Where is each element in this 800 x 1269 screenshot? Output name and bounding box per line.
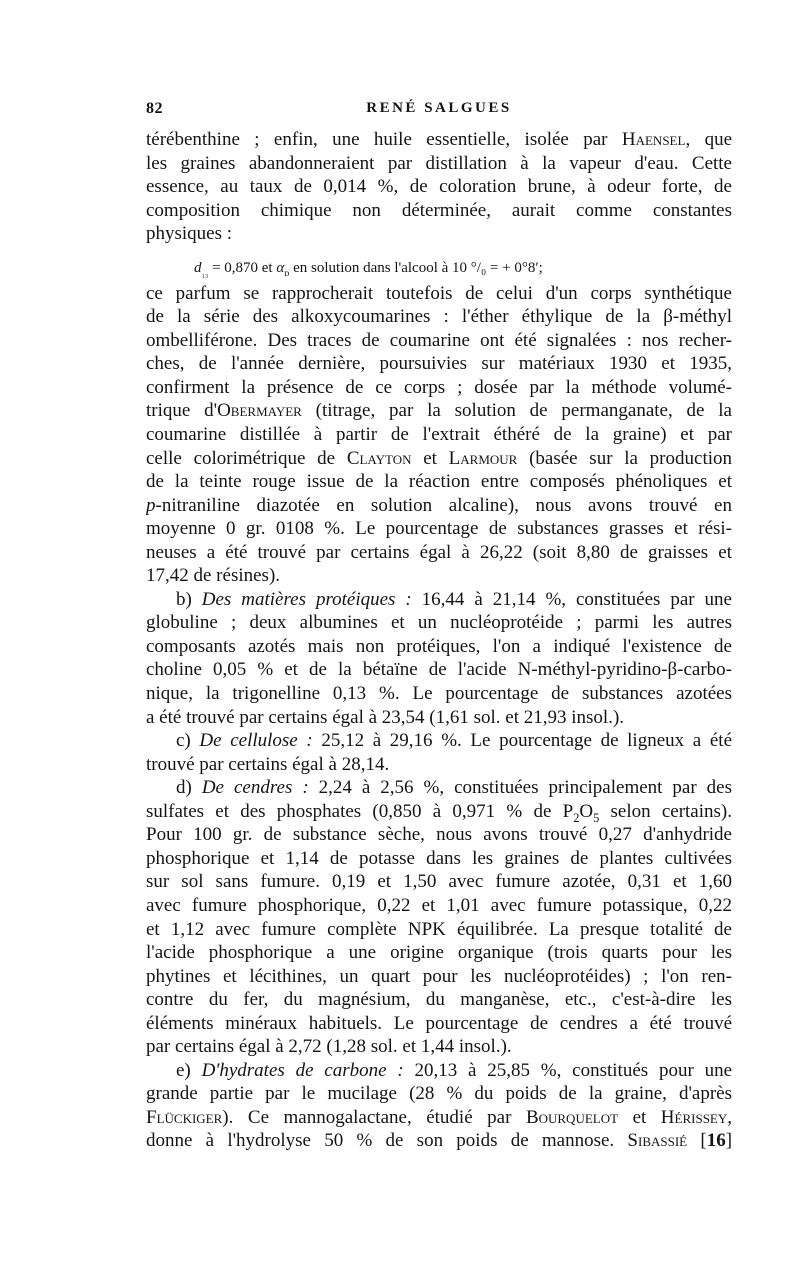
text-segment: ce parfum se rapprocherait toutefois de celui d'un corps synthétique: [146, 282, 732, 304]
text-line: [146, 222, 732, 246]
text-segment: essence, au taux de 0,014 %, de coloration brune, à odeur forte, de: [146, 176, 732, 198]
text-segment: 2: [573, 810, 580, 824]
text-segment: 25,12 à 29,16 %. Le pourcentage de ligneux a été: [312, 730, 732, 752]
text-line: [146, 399, 732, 423]
text-segment: sur sol sans fumure. 0,19 et 1,50 avec fumure azotée, 0,31 et 1,60: [146, 871, 732, 893]
text-line: [146, 1035, 732, 1059]
text-segment: d): [176, 777, 202, 799]
text-segment: ches, de l'année dernière, poursuivies sur matériaux 1930 et 1935,: [146, 353, 732, 375]
text-segment: ᴅ: [284, 267, 290, 279]
text-segment: l'acide phosphorique a une origine organique (trois quarts pour les: [146, 942, 732, 964]
text-segment: de la teinte rouge issue de la réaction entre composés phénoliques et: [146, 471, 732, 493]
text-line: [146, 376, 732, 400]
text-segment: et 1,12 avec fumure complète NPK équilibrée. La presque totalité de: [146, 918, 732, 940]
text-segment: phosphorique et 1,14 de potasse dans les graines de plantes cultivées: [146, 847, 732, 869]
text-segment: celle colorimétrique de: [146, 447, 347, 469]
author-name: Bourquelot: [525, 1106, 619, 1128]
text-line: [146, 199, 732, 223]
text-line: [146, 729, 732, 753]
text-line: [146, 823, 732, 847]
author-name: Obermayer: [217, 400, 302, 422]
text-segment: 20,13 à 25,85 %, constitués pour une: [403, 1059, 732, 1081]
text-segment: nique, la trigonelline 0,13 %. Le pourcentage de substances azotées: [146, 683, 732, 705]
text-line: [146, 1082, 732, 1106]
text-segment: Pour 100 gr. de substance sèche, nous avons trouvé 0,27 d'anhydride: [146, 824, 732, 846]
text-segment: 17,42 de résines).: [146, 565, 281, 587]
text-segment: les graines abandonneraient par distillation à la vapeur d'eau. Cette: [146, 152, 732, 174]
text-line: [146, 282, 732, 306]
text-segment: O: [579, 800, 594, 822]
text-segment: neuses a été trouvé par certains égal à 26,22 (soit 8,80 de graisses et: [146, 541, 732, 563]
text-line: [146, 706, 732, 730]
running-head: RENÉ SALGUES: [366, 100, 512, 116]
italic-text: D'hydrates de carbone :: [201, 1059, 404, 1081]
author-name: Hérissey: [660, 1106, 728, 1128]
text-segment: sulfates et des phosphates (0,850 à 0,971 % de P: [146, 800, 574, 822]
text-segment: -nitraniline diazotée en solution alcaline), nous avons trouvé en: [155, 494, 732, 516]
text-segment: 5: [593, 810, 600, 824]
text-line: [146, 918, 732, 942]
text-segment: composition chimique non déterminée, aurait comme constantes: [146, 199, 732, 221]
text-line: [146, 1129, 732, 1153]
text-line: [146, 682, 732, 706]
text-segment: (titrage, par la solution de permanganate, de la: [301, 400, 732, 422]
text-segment: e): [176, 1059, 202, 1081]
text-segment: , que: [685, 129, 732, 150]
text-segment: phytines et lécithines, un quart pour les nucléoprotéides) ; l'on ren-: [146, 965, 732, 987]
italic-text: De cellulose :: [199, 730, 313, 752]
text-line: [146, 611, 732, 635]
text-segment: par certains égal à 2,72 (1,28 sol. et 1,44 insol.).: [146, 1036, 512, 1058]
text-segment: trique d': [146, 400, 218, 422]
text-segment: physiques :: [146, 223, 233, 245]
italic-text: De cendres :: [201, 777, 309, 799]
text-line: [146, 494, 732, 518]
text-segment: de la série des alkoxycoumarines : l'éther éthylique de la β-méthyl: [146, 306, 732, 328]
body-text: [146, 128, 732, 1153]
author-name: Larmour: [448, 447, 518, 469]
text-line: [146, 305, 732, 329]
text-segment: ₁₃: [201, 267, 209, 279]
text-line: [146, 564, 732, 588]
text-segment: éléments minéraux habituels. Le pourcentage de cendres a été trouvé: [146, 1012, 732, 1034]
text-segment: globuline ; deux albumines et un nucléoprotéide ; parmi les autres: [146, 612, 732, 634]
text-segment: grande partie par le mucilage (28 % du poids de la graine, d'après: [146, 1083, 732, 1105]
text-segment: a été trouvé par certains égal à 23,54 (1,61 sol. et 21,93 insol.).: [146, 706, 625, 728]
author-name: Flückiger: [146, 1106, 223, 1128]
text-segment: donne à l'hydrolyse 50 % de son poids de mannose.: [146, 1130, 628, 1152]
page-number: 82: [146, 100, 163, 117]
text-segment: (basée sur la production: [517, 447, 732, 469]
formula-line: [146, 246, 732, 282]
text-line: [146, 800, 732, 824]
text-line: [146, 517, 732, 541]
text-segment: 16,44 à 21,14 %, constituées par une: [411, 588, 732, 610]
text-segment: ). Ce mannogalactane, étudié par: [222, 1106, 526, 1128]
text-segment: trouvé par certains égal à 28,14.: [146, 753, 390, 775]
text-line: [146, 352, 732, 376]
author-name: Haensel: [621, 129, 686, 150]
text-segment: avec fumure phosphorique, 0,22 et 1,01 avec fumure potassique, 0,22: [146, 894, 732, 916]
text-segment: 2,24 à 2,56 %, constituées principalement par des: [308, 777, 732, 799]
text-segment: et: [618, 1106, 661, 1128]
text-line: [146, 152, 732, 176]
text-line: [146, 128, 732, 152]
text-segment: 16: [706, 1130, 726, 1152]
text-segment: contre du fer, du magnésium, du manganèse, etc., c'est-à-dire les: [146, 989, 732, 1011]
author-name: Clayton: [346, 447, 412, 469]
text-line: [146, 658, 732, 682]
text-segment: ombelliférone. Des traces de coumarine ont été signalées : nos recher-: [146, 329, 732, 351]
text-line: [146, 1012, 732, 1036]
text-line: [146, 470, 732, 494]
text-line: [146, 776, 732, 800]
text-line: [146, 870, 732, 894]
text-line: [146, 329, 732, 353]
italic-text: p: [146, 494, 156, 516]
text-segment: composants azotés mais non protéiques, l'on a indiqué l'existence de: [146, 635, 732, 657]
text-segment: et: [411, 447, 449, 469]
text-segment: [: [687, 1130, 707, 1152]
text-line: [146, 541, 732, 565]
text-segment: selon certains).: [599, 800, 732, 822]
text-line: [146, 635, 732, 659]
text-segment: ,: [727, 1106, 732, 1128]
text-segment: confirment la présence de ce corps ; dosée par la méthode volumé-: [146, 376, 732, 398]
text-line: [146, 1059, 732, 1083]
page-header: [146, 100, 732, 124]
italic-text: d: [194, 259, 202, 276]
italic-text: Des matières protéiques :: [201, 588, 412, 610]
text-line: [146, 423, 732, 447]
text-segment: choline 0,05 % et de la bétaïne de l'acide N-méthyl-pyridino-β-carbo-: [146, 659, 732, 681]
text-segment: térébenthine ; enfin, une huile essentielle, isolée par: [146, 129, 622, 150]
text-line: [146, 1106, 732, 1130]
text-line: [146, 588, 732, 612]
italic-text: α: [276, 259, 285, 276]
text-line: [146, 941, 732, 965]
text-segment: c): [176, 730, 200, 752]
text-segment: en solution dans l'alcool à 10 °/₀ = + 0°8′;: [289, 259, 543, 276]
text-line: [146, 447, 732, 471]
text-line: [146, 847, 732, 871]
text-segment: ]: [725, 1130, 732, 1152]
text-segment: b): [176, 588, 202, 610]
text-line: [146, 965, 732, 989]
text-line: [146, 175, 732, 199]
text-segment: moyenne 0 gr. 0108 %. Le pourcentage de substances grasses et rési-: [146, 518, 732, 540]
text-line: [146, 894, 732, 918]
text-line: [146, 988, 732, 1012]
text-segment: = 0,870 et: [208, 259, 277, 276]
text-segment: coumarine distillée à partir de l'extrait éthéré de la graine) et par: [146, 424, 732, 446]
author-name: Sibassié: [627, 1130, 688, 1152]
text-line: [146, 753, 732, 777]
